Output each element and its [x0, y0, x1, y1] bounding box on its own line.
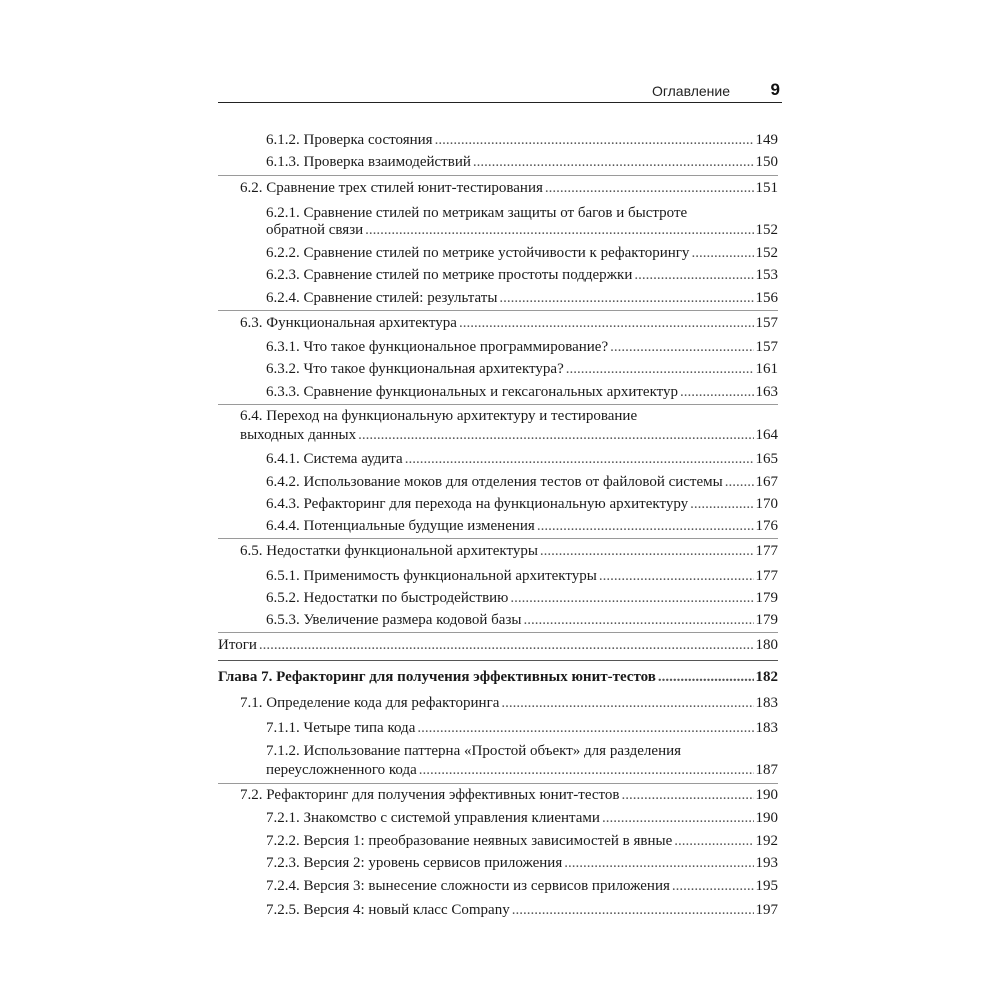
chapter-divider: [218, 660, 778, 661]
toc-entry-page: 167: [755, 474, 778, 490]
leader-dots: [672, 876, 754, 896]
toc-entry-page: 152: [755, 222, 778, 238]
section-divider: [218, 632, 778, 633]
toc-entry: [218, 449, 778, 469]
toc-entry-page: 161: [755, 361, 778, 377]
toc-entry-title: 7.2.3. Версия 2: уровень сервисов приложения: [266, 855, 563, 871]
leader-dots: [599, 566, 754, 586]
leader-dots: [690, 494, 753, 514]
toc-entry-page: 182: [755, 669, 778, 685]
toc-entry-title: Итоги: [218, 637, 257, 653]
leader-dots: [610, 337, 753, 357]
toc-entry-page: 195: [755, 878, 778, 894]
leader-dots: [566, 359, 754, 379]
leader-dots: [417, 718, 753, 738]
toc-entry-title: 7.2. Рефакторинг для получения эффективных юнит-тестов: [240, 787, 620, 803]
toc-entry-page: 164: [755, 427, 778, 443]
toc-entry-page: 149: [755, 132, 778, 148]
leader-dots: [419, 760, 754, 780]
leader-dots: [510, 588, 753, 608]
toc-entry-title: 7.1.1. Четыре типа кода: [266, 720, 416, 736]
toc-entry-title: 6.4.2. Использование моков для отделения тестов от файловой системы: [266, 474, 723, 490]
toc-chapter-entry: [218, 667, 778, 687]
section-divider: [218, 404, 778, 405]
toc-entry-title: 6.4.4. Потенциальные будущие изменения: [266, 518, 535, 534]
leader-dots: [674, 831, 753, 851]
toc-entry: [218, 516, 778, 536]
toc-entry-title: 6.2. Сравнение трех стилей юнит-тестирования: [240, 180, 543, 196]
toc-entry: [218, 130, 778, 150]
toc-entry: [218, 152, 778, 172]
toc-entry-page: 177: [755, 568, 778, 584]
toc-entry-page: 192: [755, 833, 778, 849]
toc-entry-title: 6.3.3. Сравнение функциональных и гексагональных архитектур: [266, 384, 679, 400]
leader-dots: [691, 243, 753, 263]
running-header: [218, 80, 782, 103]
toc-entry-title: 7.1. Определение кода для рефакторинга: [240, 695, 500, 711]
leader-dots: [540, 541, 754, 561]
toc-entry-page: 152: [755, 245, 778, 261]
toc-entry-title: 6.2.4. Сравнение стилей: результаты: [266, 290, 498, 306]
toc-entry-page: 157: [755, 315, 778, 331]
leader-dots: [405, 449, 754, 469]
toc-entry-title: 7.2.2. Версия 1: преобразование неявных зависимостей в явные: [266, 833, 673, 849]
toc-entry-page: 179: [755, 590, 778, 606]
leader-dots: [564, 853, 753, 873]
toc-entry-page: 183: [755, 695, 778, 711]
toc-entry-page: 170: [755, 496, 778, 512]
toc-entry: [218, 831, 778, 851]
toc-entry: [218, 472, 778, 492]
toc-entry: [218, 288, 778, 308]
toc-entry: [218, 566, 778, 586]
toc-entry: [218, 359, 778, 379]
toc-entry: [218, 178, 778, 198]
toc-entry-title: 6.5.2. Недостатки по быстродействию: [266, 590, 509, 606]
toc-entry: [218, 382, 778, 402]
toc-entry: [218, 876, 778, 896]
toc-entry: [218, 313, 778, 333]
toc-entry: [218, 785, 778, 805]
leader-dots: [459, 313, 754, 333]
leader-dots: [259, 635, 754, 655]
toc-entry-page: 156: [755, 290, 778, 306]
toc-entry: [218, 243, 778, 263]
leader-dots: [658, 667, 754, 687]
toc-entry: [218, 853, 778, 873]
leader-dots: [523, 610, 753, 630]
leader-dots: [725, 472, 754, 492]
toc-entry-page: 193: [755, 855, 778, 871]
toc-entry: [218, 900, 778, 920]
leader-dots: [602, 808, 754, 828]
toc-entry-title: 6.3. Функциональная архитектура: [240, 315, 457, 331]
toc-entry-title: выходных данных: [240, 427, 357, 443]
leader-dots: [365, 220, 753, 240]
toc-entry-page: 151: [755, 180, 778, 196]
toc-entry: [218, 220, 778, 240]
toc-entry-title: 6.2.3. Сравнение стилей по метрике простоты поддержки: [266, 267, 633, 283]
section-divider: [218, 783, 778, 784]
section-divider: [218, 538, 778, 539]
toc-entry: [218, 337, 778, 357]
toc-entry-page: 153: [755, 267, 778, 283]
leader-dots: [537, 516, 754, 536]
toc-entry-title-line1: 7.1.2. Использование паттерна «Простой объект» для разделения: [266, 743, 682, 759]
toc-entry-title: Глава 7. Рефакторинг для получения эффективных юнит-тестов: [218, 669, 656, 685]
toc-entry-page: 179: [755, 612, 778, 628]
toc-entry: [218, 610, 778, 630]
toc-entry: [218, 693, 778, 713]
toc-entry-title: 7.2.4. Версия 3: вынесение сложности из сервисов приложения: [266, 878, 670, 894]
leader-dots: [473, 152, 754, 172]
section-divider: [218, 310, 778, 311]
toc-entry: [218, 760, 778, 780]
toc-entry: [218, 718, 778, 738]
toc-entry-page: 183: [755, 720, 778, 736]
running-header-title: Оглавление: [651, 83, 730, 99]
toc-entry: [218, 541, 778, 561]
toc-entry-title: 6.5.1. Применимость функциональной архитектуры: [266, 568, 597, 584]
leader-dots: [499, 288, 753, 308]
toc-entry-title: обратной связи: [266, 222, 364, 238]
toc-entry: [218, 588, 778, 608]
page-number: 9: [770, 80, 780, 99]
toc-entry-page: 187: [755, 762, 778, 778]
toc-entry-page: 150: [755, 154, 778, 170]
toc-entry-page: 180: [755, 637, 778, 653]
toc-entry-page: 176: [755, 518, 778, 534]
toc-entry-title: 6.4.1. Система аудита: [266, 451, 403, 467]
toc-entry-title: 6.1.3. Проверка взаимодействий: [266, 154, 471, 170]
toc-entry-title: 6.5.3. Увеличение размера кодовой базы: [266, 612, 522, 628]
toc-entry-title: 7.2.1. Знакомство с системой управления клиентами: [266, 810, 600, 826]
toc-entry-title: 7.2.5. Версия 4: новый класс Company: [266, 902, 510, 918]
toc-entry: [218, 265, 778, 285]
toc-entry-title-line1: 6.4. Переход на функциональную архитектуру и тестирование: [240, 408, 638, 424]
toc-entry: [218, 494, 778, 514]
toc-entry-page: 157: [755, 339, 778, 355]
leader-dots: [512, 900, 754, 920]
leader-dots: [435, 130, 754, 150]
leader-dots: [358, 425, 753, 445]
toc-entry-title: переусложненного кода: [266, 762, 417, 778]
toc-entry-title: 6.4.3. Рефакторинг для перехода на функциональную архитектуру: [266, 496, 689, 512]
toc-entry-title: 6.3.2. Что такое функциональная архитектура?: [266, 361, 564, 377]
toc-entry-page: 190: [755, 787, 778, 803]
toc-entry-page: 190: [755, 810, 778, 826]
leader-dots: [621, 785, 753, 805]
leader-dots: [545, 178, 754, 198]
toc-entry-title: 6.3.1. Что такое функциональное программирование?: [266, 339, 609, 355]
section-divider: [218, 175, 778, 176]
leader-dots: [680, 382, 753, 402]
toc-entry-page: 163: [755, 384, 778, 400]
toc-entry-page: 177: [755, 543, 778, 559]
leader-dots: [634, 265, 753, 285]
toc-entry: [218, 635, 778, 655]
toc-entry-title: 6.5. Недостатки функциональной архитектуры: [240, 543, 538, 559]
toc-entry-page: 197: [755, 902, 778, 918]
toc-entry-title: 6.1.2. Проверка состояния: [266, 132, 433, 148]
leader-dots: [501, 693, 753, 713]
toc-entry-title: 6.2.2. Сравнение стилей по метрике устойчивости к рефакторингу: [266, 245, 690, 261]
toc-entry: [218, 425, 778, 445]
toc-entry-page: 165: [755, 451, 778, 467]
toc-entry: [218, 808, 778, 828]
toc-entry-title-line1: 6.2.1. Сравнение стилей по метрикам защиты от багов и быстроте: [266, 205, 688, 221]
